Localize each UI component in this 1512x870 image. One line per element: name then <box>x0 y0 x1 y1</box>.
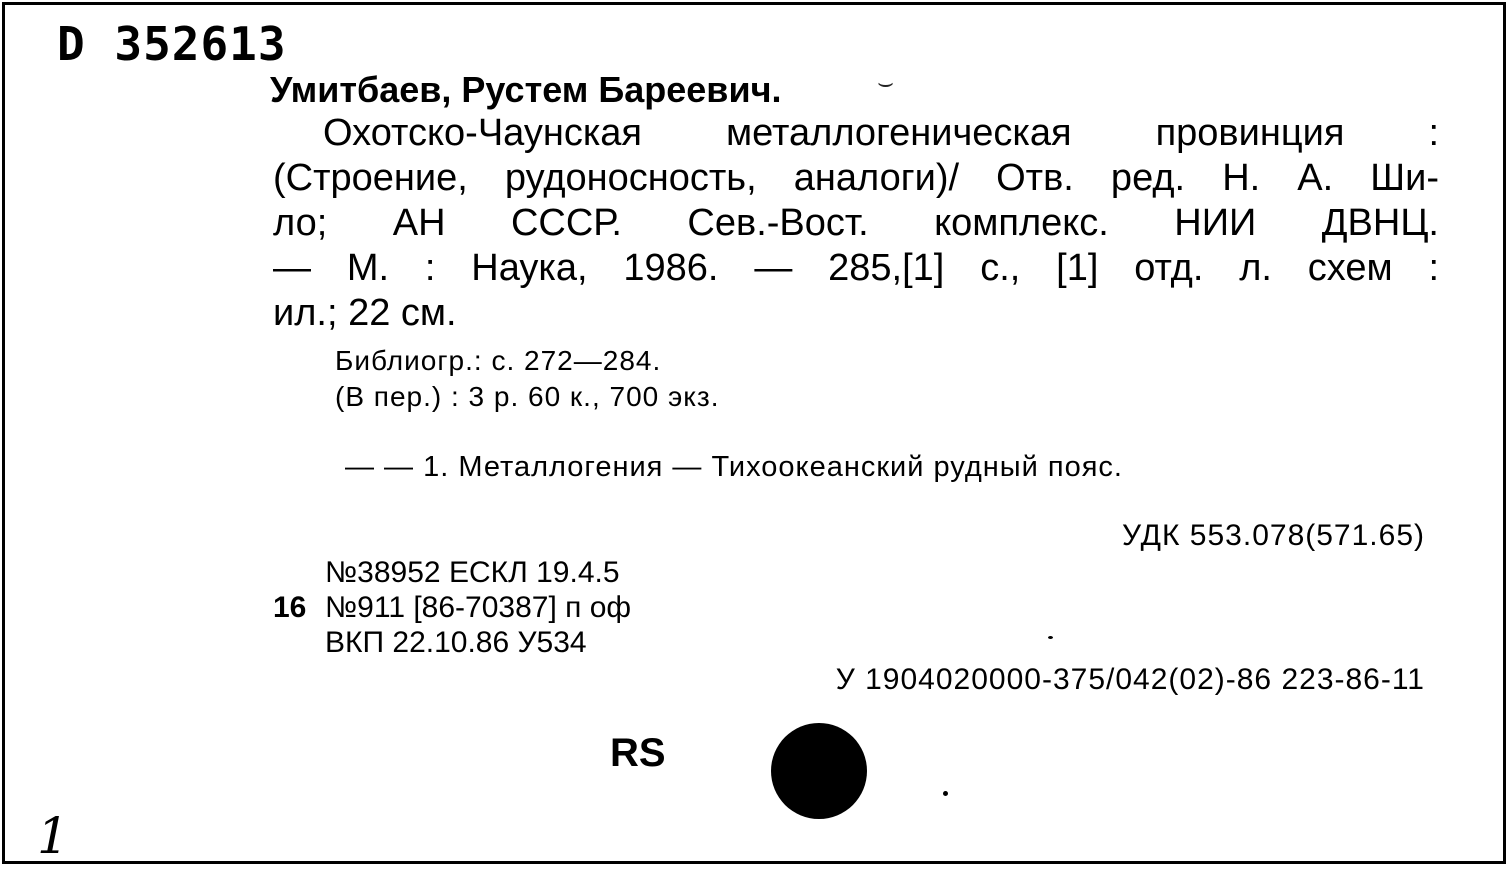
accession-line: №38952 ЕСКЛ 19.4.5 <box>325 556 620 589</box>
card-count: 16 <box>273 591 307 624</box>
accession-line: №911 [86-70387] п оф <box>325 591 632 624</box>
price-note: (В пер.) : 3 р. 60 к., 700 экз. <box>335 381 720 412</box>
speck-mark <box>943 791 948 796</box>
accession-line: ВКП 22.10.86 У534 <box>325 626 587 659</box>
description-line: ло; АН СССР. Сев.-Вост. комплекс. НИИ ДВНЦ. <box>273 202 1439 244</box>
description-line: Охотско-Чаунская металлогеническая провинция : <box>323 112 1439 154</box>
subject-heading: — — 1. Металлогения — Тихоокеанский рудный пояс. <box>345 451 1123 483</box>
description-line: — М. : Наука, 1986. — 285,[1] с., [1] отд. л. схем : <box>273 247 1439 289</box>
accession-block <box>273 555 631 660</box>
author-heading: Умитбаев, Рустем Бареевич. <box>270 69 782 110</box>
udc-code: УДК 553.078(571.65) <box>1121 519 1425 552</box>
check-mark-icon: ⌣ <box>877 67 895 97</box>
rs-label: RS <box>610 731 666 775</box>
catalog-card <box>2 2 1506 864</box>
punch-dot-icon <box>771 723 867 819</box>
bibliography-note: Библиогр.: с. 272—284. <box>335 345 662 376</box>
description-line: (Строение, рудоносность, аналоги)/ Отв. ред. Н. А. Ши- <box>273 157 1439 199</box>
call-number: D 352613 <box>57 17 287 71</box>
description-line: ил.; 22 см. <box>273 292 457 334</box>
bibliographic-description <box>273 111 1439 336</box>
notes-block <box>335 343 720 415</box>
speck-mark <box>1048 636 1053 639</box>
handwritten-mark: 1 <box>37 807 69 864</box>
publication-code: У 1904020000-375/042(02)-86 223-86-11 <box>835 663 1425 696</box>
